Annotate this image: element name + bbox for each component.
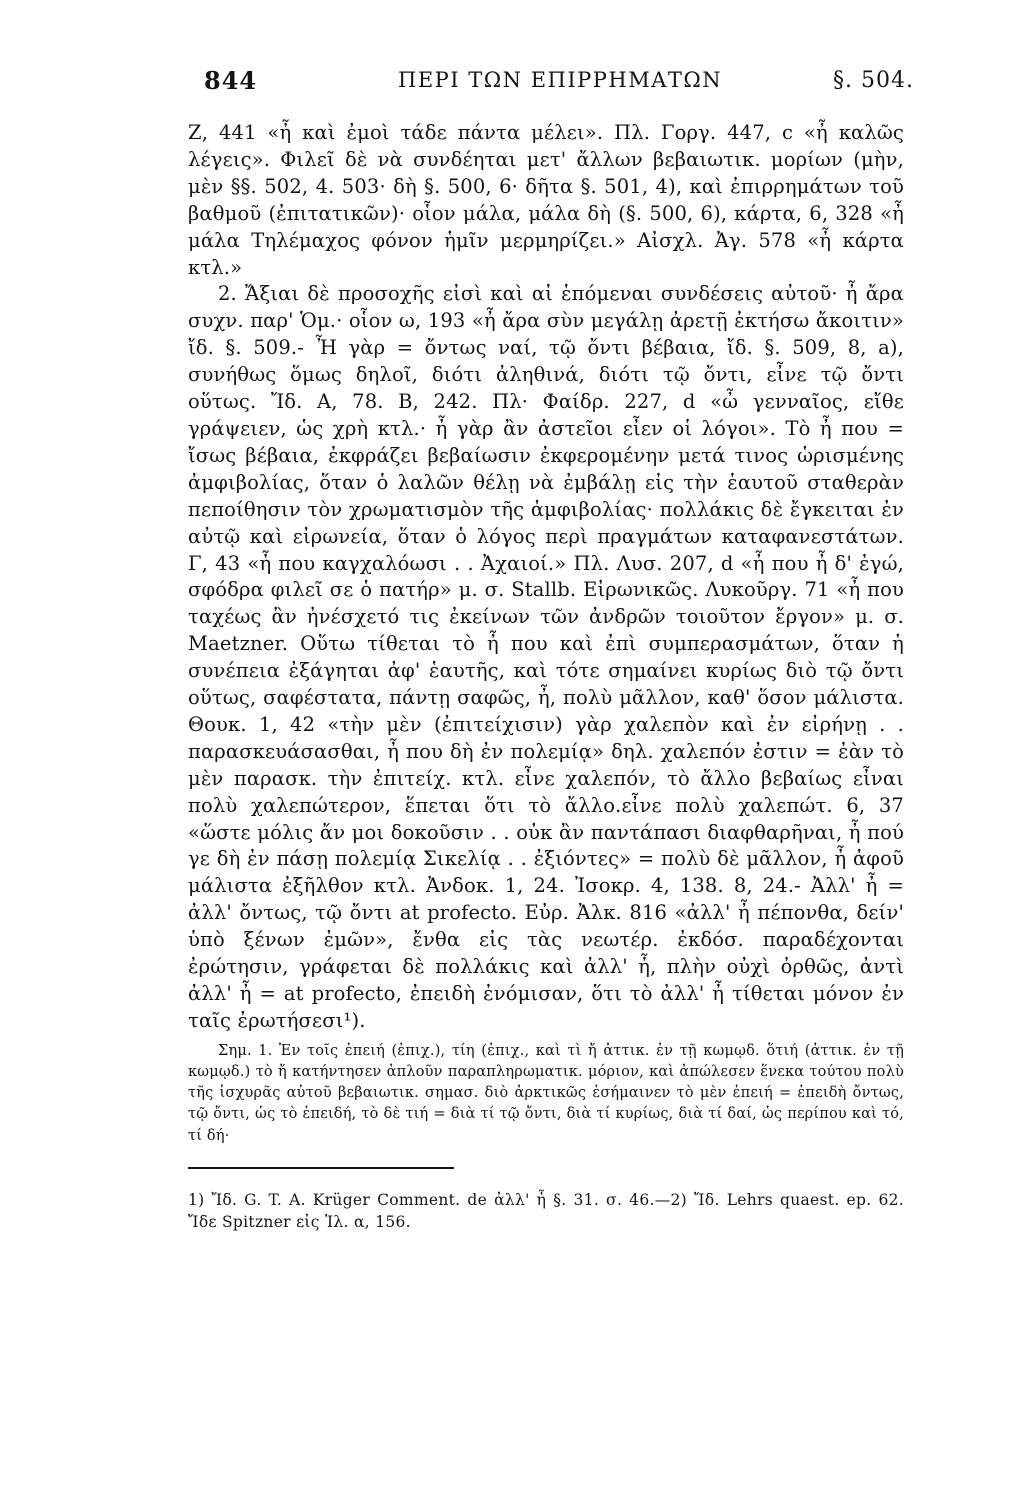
book-page <box>188 66 914 1233</box>
footnote-text: 1) Ἴδ. G. T. A. Krüger Comment. de ἀλλ' ἦ §. 31. σ. 46.—2) Ἴδ. Lehrs quaest. ep. 62. Ἴδε Spitzner εἰς Ἰλ. α, 156. <box>188 1190 904 1231</box>
note-text: Σημ. 1. Ἐν τοῖς ἐπειή (ἐπιχ.), τίη (ἐπιχ., καὶ τὶ ἤ ἀττικ. ἐν τῇ κωμῳδ. ὅτιή (ἀττικ. ἐν τῇ κωμῳδ.) τὸ ἤ κατήντησεν ἁπλοῦν παραπληρωματικ. μόριον, καὶ ἀπώλεσεν ἕνεκα τούτου πολὺ τῆς ἰσχυρᾶς αὐτοῦ βεβαιωτικ. σημασ. διὸ ἀρκτικῶς ἐσήμαινεν τὸ μὲν ἐπειή = ἐπειδὴ ὄντως, τῷ ὄντι, ὡς τὸ ἐπειδή, τὸ δὲ τιή = διὰ τί τῷ ὄντι, διὰ τί κυρίως, διὰ τί δαί, ὡς περίπου καὶ τό, τί δή· <box>188 1042 904 1144</box>
page-number: 844 <box>204 66 258 95</box>
paragraph-2: 2. Ἄξιαι δὲ προσοχῆς εἰσὶ καὶ αἱ ἑπόμεναι συνδέσεις αὐτοῦ· ἦ ἄρα συχν. παρ' Ὁμ.· οἷον ω, 193 «ἦ ἄρα σὺν μεγάλῃ ἀρετῇ ἐκτήσω ἄκοιτιν» ἴδ. §. 509.- Ἦ γὰρ = ὄντως ναί, τῷ ὄντι βέβαια, ἴδ. §. 509, 8, a), συνήθως ὅμως δηλοῖ, διότι ἀληθινά, διότι τῷ ὄντι, εἶνε τῷ ὄντι οὕτως. Ἴδ. Α, 78. Β, 242. Πλ· Φαίδρ. 227, d «ὦ γενναῖος, εἴθε γράψειεν, ὡς χρὴ κτλ.· ἦ γὰρ ἂν ἀστεῖοι εἶεν οἱ λόγοι». Τὸ ἦ που = ἴσως βέβαια, ἐκφράζει βεβαίωσιν ἐκφερομένην μετά τινος ὡρισμένης ἀμφιβολίας, ὅταν ὁ λαλῶν θέλῃ νὰ ἐμβάλῃ εἰς τὴν ἑαυτοῦ σταθερὰν πεποίθησιν τὸν χρωματισμὸν τῆς ἀμφιβολίας· πολλάκις δὲ ἔγκειται ἐν αὐτῷ καὶ εἰρωνεία, ὅταν ὁ λόγος περὶ πραγμάτων καταφανεστάτων. Γ, 43 «ἦ που καγχαλόωσι . . Ἀχαιοί.» Πλ. Λυσ. 207, d «ἦ που ἦ δ' ἐγώ, σφόδρα φιλεῖ σε ὁ πατήρ» μ. σ. Stallb. Εἰρωνικῶς. Λυκοῦργ. 71 «ἦ που ταχέως ἂν ἠνέσχετό τις ἐκείνων τῶν ἀνδρῶν τοιοῦτον ἔργον» μ. σ. Maetzner. Οὕτω τίθεται τὸ ἦ που καὶ ἐπὶ συμπερασμάτων, ὅταν ἡ συνέπεια ἐξάγηται ἀφ' ἑαυτῆς, καὶ τότε σημαίνει κυρίως διὸ τῷ ὄντι οὕτως, σαφέστατα, πάντῃ σαφῶς, ἦ, πολὺ μᾶλλον, καθ' ὅσον μάλιστα. Θουκ. 1, 42 «τὴν μὲν (ἐπιτείχισιν) γὰρ χαλεπὸν καὶ ἐν εἰρήνῃ . . παρασκευάσασθαι, ἦ που δὴ ἐν πολεμίᾳ» δηλ. χαλεπόν ἐστιν = ἐὰν τὸ μὲν παρασκ. τὴν ἐπιτείχ. κτλ. εἶνε χαλεπόν, τὸ ἄλλο βεβαίως εἶναι πολὺ χαλεπώτερον, ἕπεται ὅτι τὸ ἄλλο.εἶνε πολὺ χαλεπώτ. 6, 37 «ὥστε μόλις ἄν μοι δοκοῦσιν . . οὐκ ἂν παντάπασι διαφθαρῆναι, ἦ πού γε δὴ ἐν πάσῃ πολεμίᾳ Σικελίᾳ . . ἐξιόντες» = πολὺ δὲ μᾶλλον, ἦ ἀφοῦ μάλιστα ἐξῆλθον κτλ. Ἀνδοκ. 1, 24. Ἰσοκρ. 4, 138. 8, 24.- Ἀλλ' ἦ = ἀλλ' ὄντως, τῷ ὄντι at profecto. Εὐρ. Ἀλκ. 816 «ἀλλ' ἦ πέπονθα, δείν' ὑπὸ ξένων ἐμῶν», ἔνθα εἰς τὰς νεωτέρ. ἐκδόσ. παραδέχονται ἐρώτησιν, γράφεται δὲ πολλάκις καὶ ἀλλ' ἦ, πλὴν οὐχὶ ὀρθῶς, ἀντὶ ἀλλ' ἦ = at profecto, ἐπειδὴ ἐνόμισαν, ὅτι τὸ ἀλλ' ἦ τίθεται μόνον ἐν ταῖς ἐρωτήσεσι¹). <box>188 282 904 1032</box>
paragraph-continued: Ζ, 441 «ἦ καὶ ἐμοὶ τάδε πάντα μέλει». Πλ. Γοργ. 447, c «ἦ καλῶς λέγεις». Φιλεῖ δὲ νὰ συνδέηται μετ' ἄλλων βεβαιωτικ. μορίων (μὴν, μὲν §§. 502, 4. 503· δὴ §. 500, 6· δῆτα §. 501, 4), καὶ ἐπιρρημάτων τοῦ βαθμοῦ (ἐπιτατικῶν)· οἷον μάλα, μάλα δὴ (§. 500, 6), κάρτα, 6, 328 «ἦ μάλα Τηλέμαχος φόνον ἡμῖν μερμηρίζει.» Αἰσχλ. Ἀγ. 578 «ἦ κάρτα κτλ.» <box>188 121 904 279</box>
running-header <box>188 66 914 110</box>
running-title: ΠΕΡΙ ΤΩΝ ΕΠΙΡΡΗΜΑΤΩΝ <box>398 68 723 92</box>
footnote-divider <box>188 1167 454 1169</box>
footnotes <box>188 1189 904 1233</box>
note-block <box>188 1041 904 1147</box>
main-text <box>188 120 904 1035</box>
section-marker: §. 504. <box>833 68 914 93</box>
